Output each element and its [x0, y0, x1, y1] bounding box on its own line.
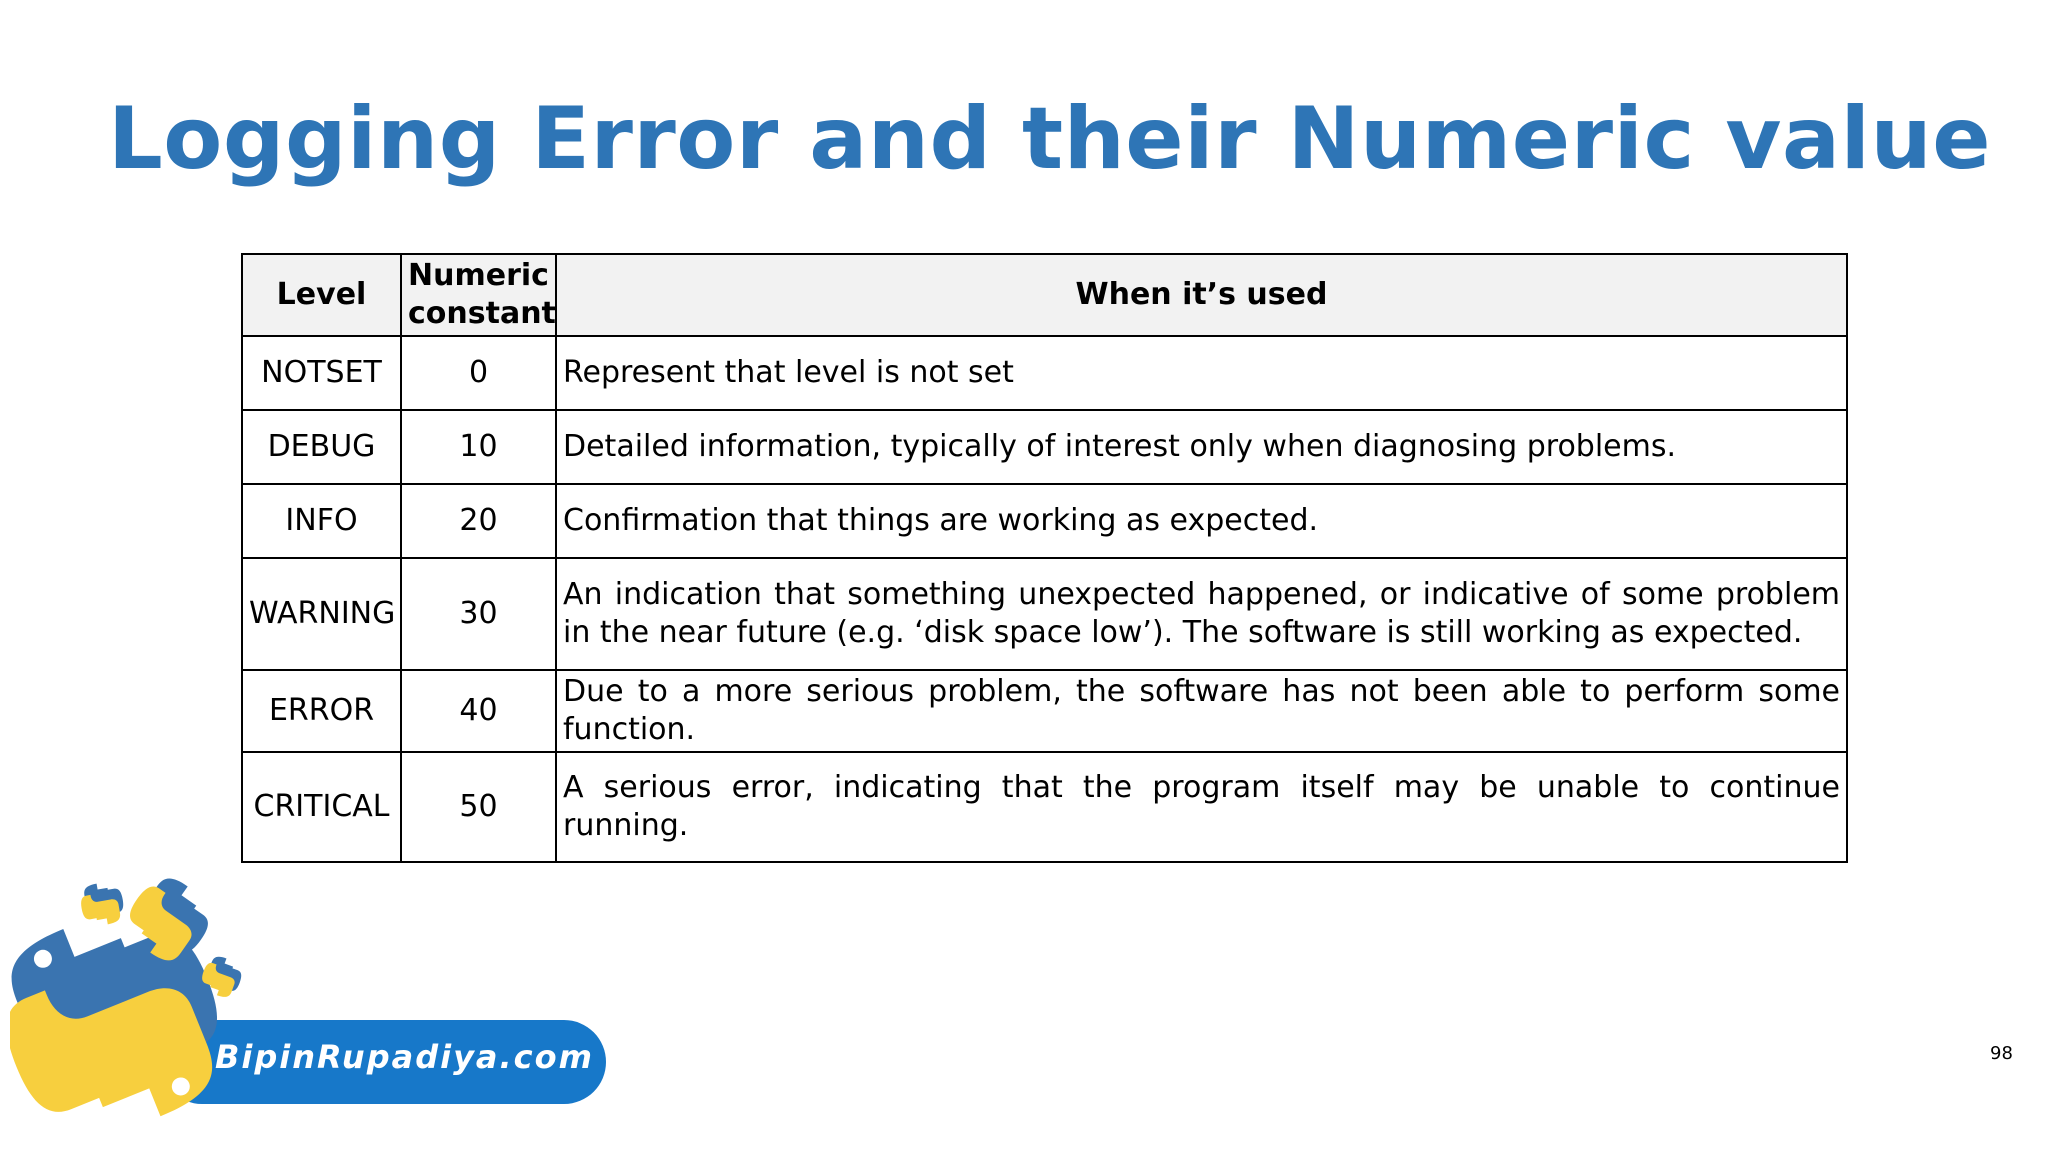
row-description: Represent that level is not set	[556, 336, 1847, 410]
logging-levels-table	[241, 253, 1848, 863]
python-logo-icon	[10, 858, 270, 1138]
header-when-used: When it’s used	[556, 254, 1847, 336]
brand-logo	[10, 858, 610, 1138]
row-value: 30	[401, 558, 556, 670]
row-description: A serious error, indicating that the program itself may be unable to continue running.	[556, 752, 1847, 862]
table-row	[242, 752, 1847, 862]
row-level: CRITICAL	[242, 752, 401, 862]
page-number: 98	[1990, 1043, 2013, 1064]
header-level: Level	[242, 254, 401, 336]
brand-name: BipinRupadiya.com	[215, 1038, 594, 1076]
header-numeric-constant	[401, 254, 556, 336]
row-level: NOTSET	[242, 336, 401, 410]
table-row	[242, 558, 1847, 670]
row-value: 20	[401, 484, 556, 558]
row-level: INFO	[242, 484, 401, 558]
row-level: DEBUG	[242, 410, 401, 484]
row-value: 10	[401, 410, 556, 484]
row-description: Due to a more serious problem, the software has not been able to perform some function.	[556, 670, 1847, 752]
row-description: Detailed information, typically of interest only when diagnosing problems.	[556, 410, 1847, 484]
table-row	[242, 484, 1847, 558]
row-value: 0	[401, 336, 556, 410]
slide-title: Logging Error and their Numeric value	[108, 89, 1992, 189]
row-value: 40	[401, 670, 556, 752]
header-numeric-line2: constant	[408, 296, 556, 331]
header-numeric-line1: Numeric	[408, 258, 549, 293]
table-row	[242, 336, 1847, 410]
row-value: 50	[401, 752, 556, 862]
row-level: WARNING	[242, 558, 401, 670]
table-row	[242, 670, 1847, 752]
row-description: Confirmation that things are working as expected.	[556, 484, 1847, 558]
table-header-row	[242, 254, 1847, 336]
row-description: An indication that something unexpected happened, or indicative of some problem in the near future (e.g. ‘disk space low’). The software is still working as expected.	[556, 558, 1847, 670]
table-row	[242, 410, 1847, 484]
row-level: ERROR	[242, 670, 401, 752]
